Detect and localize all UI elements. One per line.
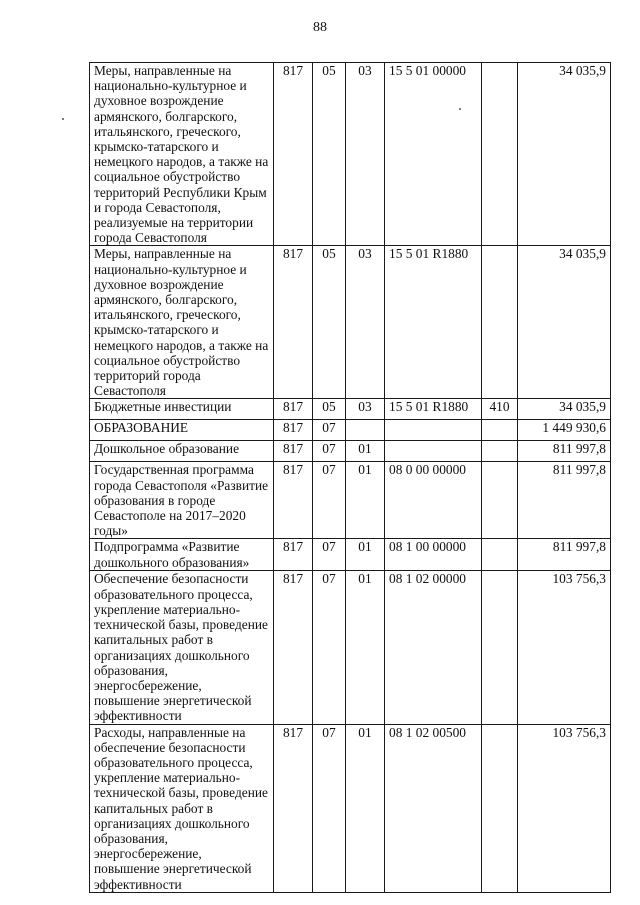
row-name: ОБРАЗОВАНИЕ xyxy=(90,420,274,441)
table-row xyxy=(90,63,611,246)
amount: 34 035,9 xyxy=(518,63,611,246)
table-row xyxy=(90,246,611,399)
target-article-code: 08 1 02 00000 xyxy=(385,571,482,724)
target-article-code: 15 5 01 00000 xyxy=(385,63,482,246)
table-row xyxy=(90,462,611,539)
row-name: Подпрограмма «Развитие дошкольного образования» xyxy=(90,539,274,571)
ministry-code: 817 xyxy=(274,441,313,462)
section-code: 07 xyxy=(313,462,346,539)
expense-type-code xyxy=(482,539,518,571)
row-name: Обеспечение безопасности образовательного процесса, укрепление материально-технической базы, проведение капитальных работ в организациях дошкольного образования, энергосбережение, повышение энергетической эффективности xyxy=(90,571,274,724)
amount: 811 997,8 xyxy=(518,462,611,539)
ministry-code: 817 xyxy=(274,399,313,420)
ministry-code: 817 xyxy=(274,246,313,399)
row-name: Меры, направленные на национально-культурное и духовное возрождение армянского, болгарского, итальянского, греческого, крымско-татарского и немецкого народов, а также на социальное обустройство территорий Республики Крым и города Севастополя, реализуемые на территории города Севастополя xyxy=(90,63,274,246)
ministry-code: 817 xyxy=(274,63,313,246)
amount: 811 997,8 xyxy=(518,441,611,462)
page-number: 88 xyxy=(313,20,327,35)
subsection-code: 01 xyxy=(346,441,385,462)
section-code: 05 xyxy=(313,399,346,420)
expense-type-code xyxy=(482,441,518,462)
table-row xyxy=(90,571,611,724)
subsection-code: 03 xyxy=(346,399,385,420)
section-code: 05 xyxy=(313,246,346,399)
target-article-code xyxy=(385,441,482,462)
amount: 103 756,3 xyxy=(518,724,611,892)
subsection-code: 03 xyxy=(346,63,385,246)
amount: 34 035,9 xyxy=(518,399,611,420)
row-name: Бюджетные инвестиции xyxy=(90,399,274,420)
section-code: 07 xyxy=(313,539,346,571)
expense-type-code xyxy=(482,420,518,441)
row-name: Дошкольное образование xyxy=(90,441,274,462)
table-row xyxy=(90,724,611,892)
target-article-code: 15 5 01 R1880 xyxy=(385,246,482,399)
amount: 1 449 930,6 xyxy=(518,420,611,441)
section-code: 05 xyxy=(313,63,346,246)
expense-type-code xyxy=(482,462,518,539)
table-row xyxy=(90,399,611,420)
subsection-code: 01 xyxy=(346,571,385,724)
target-article-code: 08 1 02 00500 xyxy=(385,724,482,892)
table-row xyxy=(90,441,611,462)
section-code: 07 xyxy=(313,441,346,462)
subsection-code xyxy=(346,420,385,441)
table-row xyxy=(90,420,611,441)
row-name: Государственная программа города Севастополя «Развитие образования в городе Севастополе на 2017–2020 годы» xyxy=(90,462,274,539)
amount: 811 997,8 xyxy=(518,539,611,571)
subsection-code: 03 xyxy=(346,246,385,399)
target-article-code: 08 1 00 00000 xyxy=(385,539,482,571)
ministry-code: 817 xyxy=(274,571,313,724)
ministry-code: 817 xyxy=(274,724,313,892)
section-code: 07 xyxy=(313,724,346,892)
amount: 34 035,9 xyxy=(518,246,611,399)
amount: 103 756,3 xyxy=(518,571,611,724)
table-row xyxy=(90,539,611,571)
ministry-code: 817 xyxy=(274,539,313,571)
section-code: 07 xyxy=(313,420,346,441)
ministry-code: 817 xyxy=(274,462,313,539)
subsection-code: 01 xyxy=(346,462,385,539)
expense-type-code xyxy=(482,724,518,892)
subsection-code: 01 xyxy=(346,539,385,571)
ministry-code: 817 xyxy=(274,420,313,441)
expense-type-code: 410 xyxy=(482,399,518,420)
target-article-code xyxy=(385,420,482,441)
target-article-code: 15 5 01 R1880 xyxy=(385,399,482,420)
scan-speck xyxy=(62,118,64,120)
row-name: Меры, направленные на национально-культурное и духовное возрождение армянского, болгарского, итальянского, греческого, крымско-татарского и немецкого народов, а также на социальное обустройство территорий города Севастополя xyxy=(90,246,274,399)
budget-table xyxy=(89,62,611,893)
subsection-code: 01 xyxy=(346,724,385,892)
expense-type-code xyxy=(482,63,518,246)
row-name: Расходы, направленные на обеспечение безопасности образовательного процесса, укрепление материально-технической базы, проведение капитальных работ в организациях дошкольного образования, энергосбережение, повышение энергетической эффективности xyxy=(90,724,274,892)
target-article-code: 08 0 00 00000 xyxy=(385,462,482,539)
section-code: 07 xyxy=(313,571,346,724)
expense-type-code xyxy=(482,571,518,724)
expense-type-code xyxy=(482,246,518,399)
